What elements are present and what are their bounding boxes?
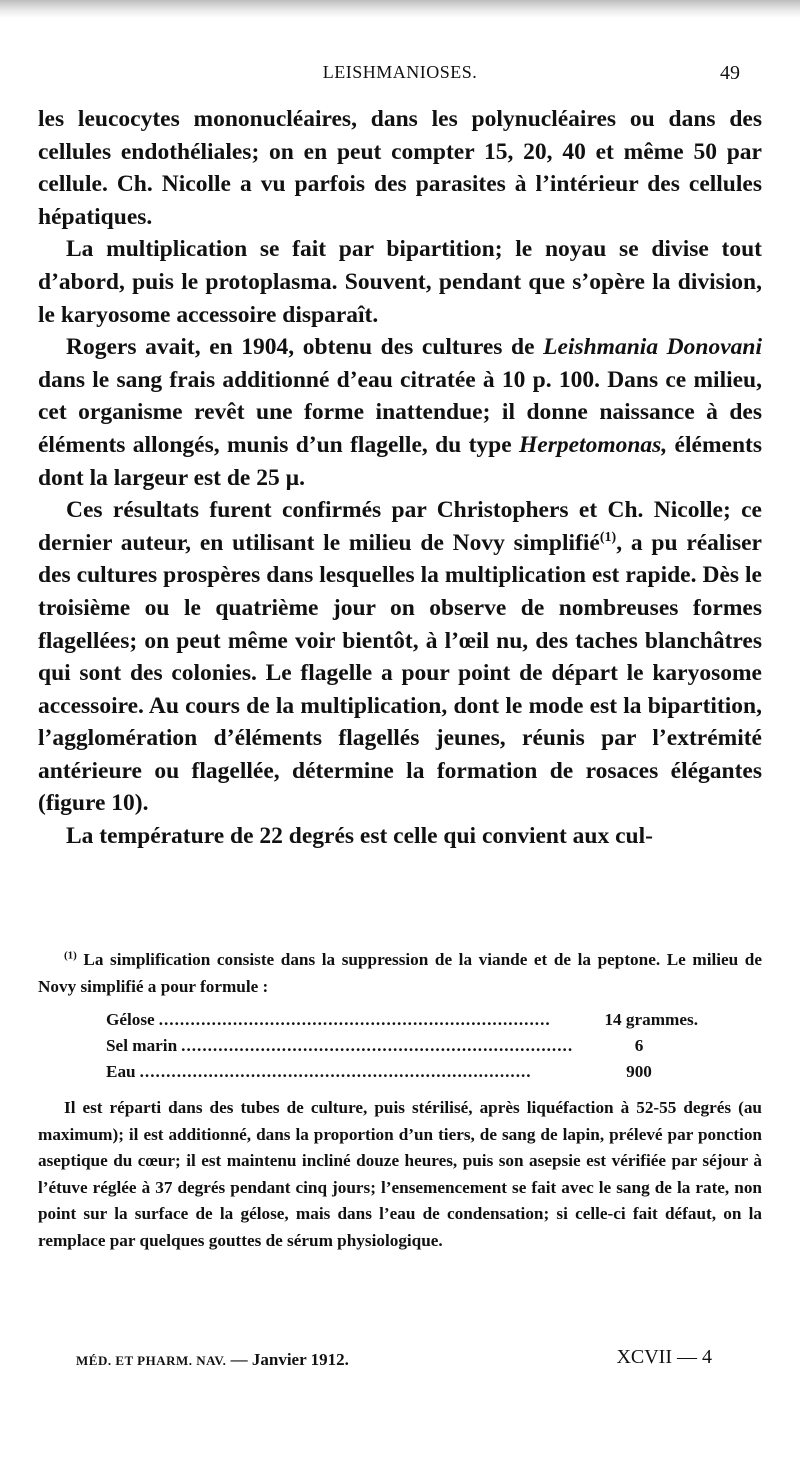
footnote-intro-text: La simplification consiste dans la suppression de la viande et de la peptone. Le milieu de Novy simplifié a pour formule :: [38, 950, 762, 996]
paragraph-3-text-e: éléments dont la largeur est de 25 µ.: [38, 431, 762, 491]
formula-row: [106, 1033, 698, 1059]
paragraph-3-text-c: dans le sang frais additionné d’eau citratée à 10 p. 100. Dans ce milieu, cet organisme revêt une forme inattendue; il donne naissance à des éléments allongés, munis d’un flagelle, du type: [38, 366, 762, 458]
paragraph-4-text-b: , a pu réaliser des cultures prospères dans lesquelles la multiplication est rapide. Dès le troisième ou le quatrième jour on observe de nombreuses formes flagellées; on peut même voir bientôt, à l’œil nu, des taches blanchâtres qui sont des colonies. Le flagelle a pour point de départ le karyosome accessoire. Au cours de la multiplication, dont le mode est la bipartition, l’agglomération d’éléments flagellés jeunes, réunis par l’extrémité antérieure ou flagellée, détermine la formation de rosaces élégantes (figure 10).: [38, 529, 762, 817]
footnote: [38, 947, 762, 1254]
scan-edge: [0, 0, 800, 18]
paragraph-4: [38, 494, 762, 820]
footnote-intro: [38, 947, 762, 1000]
journal-name: MÉD. ET PHARM. NAV.: [76, 1353, 227, 1368]
running-head: [60, 62, 740, 88]
leader-dots: ..........................................................................: [181, 1036, 574, 1055]
formula-label: Gélose: [106, 1010, 155, 1029]
paragraph-2: La multiplication se fait par bipartition; le noyau se divise tout d’abord, puis le protoplasma. Souvent, pendant que s’opère la division, le karyosome accessoire disparaît.: [38, 236, 762, 328]
genus-name: Herpetomonas,: [519, 431, 668, 458]
formula-label: Eau: [106, 1062, 136, 1081]
footnote-reference: (1): [599, 529, 617, 545]
leader-dots: ..........................................................................: [139, 1062, 532, 1081]
footnote-paragraph: Il est réparti dans des tubes de culture, puis stérilisé, après liquéfaction à 52-55 degrés (au maximum); il est additionné, dans la proportion d’un tiers, de sang de lapin, prélevé par ponction aseptique du cœur; il est maintenu incliné douze heures, puis son asepsie est vérifiée par séjour à l’étuve réglée à 37 degrés pendant cinq jours; l’ensemencement se fait avec le sang de la rate, non point sur la surface de la gélose, mais dans l’eau de condensation; si celle-ci fait défaut, on la remplace par quelques gouttes de sérum physiologique.: [38, 1098, 762, 1250]
paragraph-3: [38, 331, 762, 494]
running-head-title: LEISHMANIOSES.: [322, 62, 478, 82]
formula-row: [106, 1007, 698, 1033]
formula-label: Sel marin: [106, 1036, 178, 1055]
paragraph-5: La température de 22 degrés est celle qui convient aux cul-: [66, 823, 653, 850]
footer-journal: [76, 1350, 349, 1370]
main-text: [38, 103, 762, 853]
paragraph-4-text-a: Ces résultats furent confirmés par Christophers et Ch. Nicolle; ce dernier auteur, en utilisant le milieu de Novy simplifié: [38, 497, 762, 556]
formula-table: [106, 1007, 698, 1085]
paragraph-3-text-a: Rogers avait, en 1904, obtenu des cultures de: [66, 334, 544, 361]
paragraph-1: les leucocytes mononucléaires, dans les polynucléaires ou dans des cellules endothéliales; on en peut compter 15, 20, 40 et même 50 par cellule. Ch. Nicolle a vu parfois des parasites à l’intérieur des cellules hépatiques.: [38, 106, 762, 230]
footnote-mark: (1): [64, 949, 77, 962]
leader-dots: ..........................................................................: [158, 1010, 551, 1029]
signature-mark: XCVII — 4: [616, 1346, 712, 1368]
page-footer: [76, 1344, 712, 1374]
issue-date: — Janvier 1912.: [226, 1350, 349, 1369]
formula-row: [106, 1059, 698, 1085]
species-name: Leishmania Donovani: [543, 334, 763, 361]
page-number: 49: [720, 62, 740, 84]
formula-value: 14 grammes.: [604, 1010, 698, 1029]
formula-value: 900: [626, 1062, 652, 1081]
formula-value: 6: [634, 1036, 644, 1055]
